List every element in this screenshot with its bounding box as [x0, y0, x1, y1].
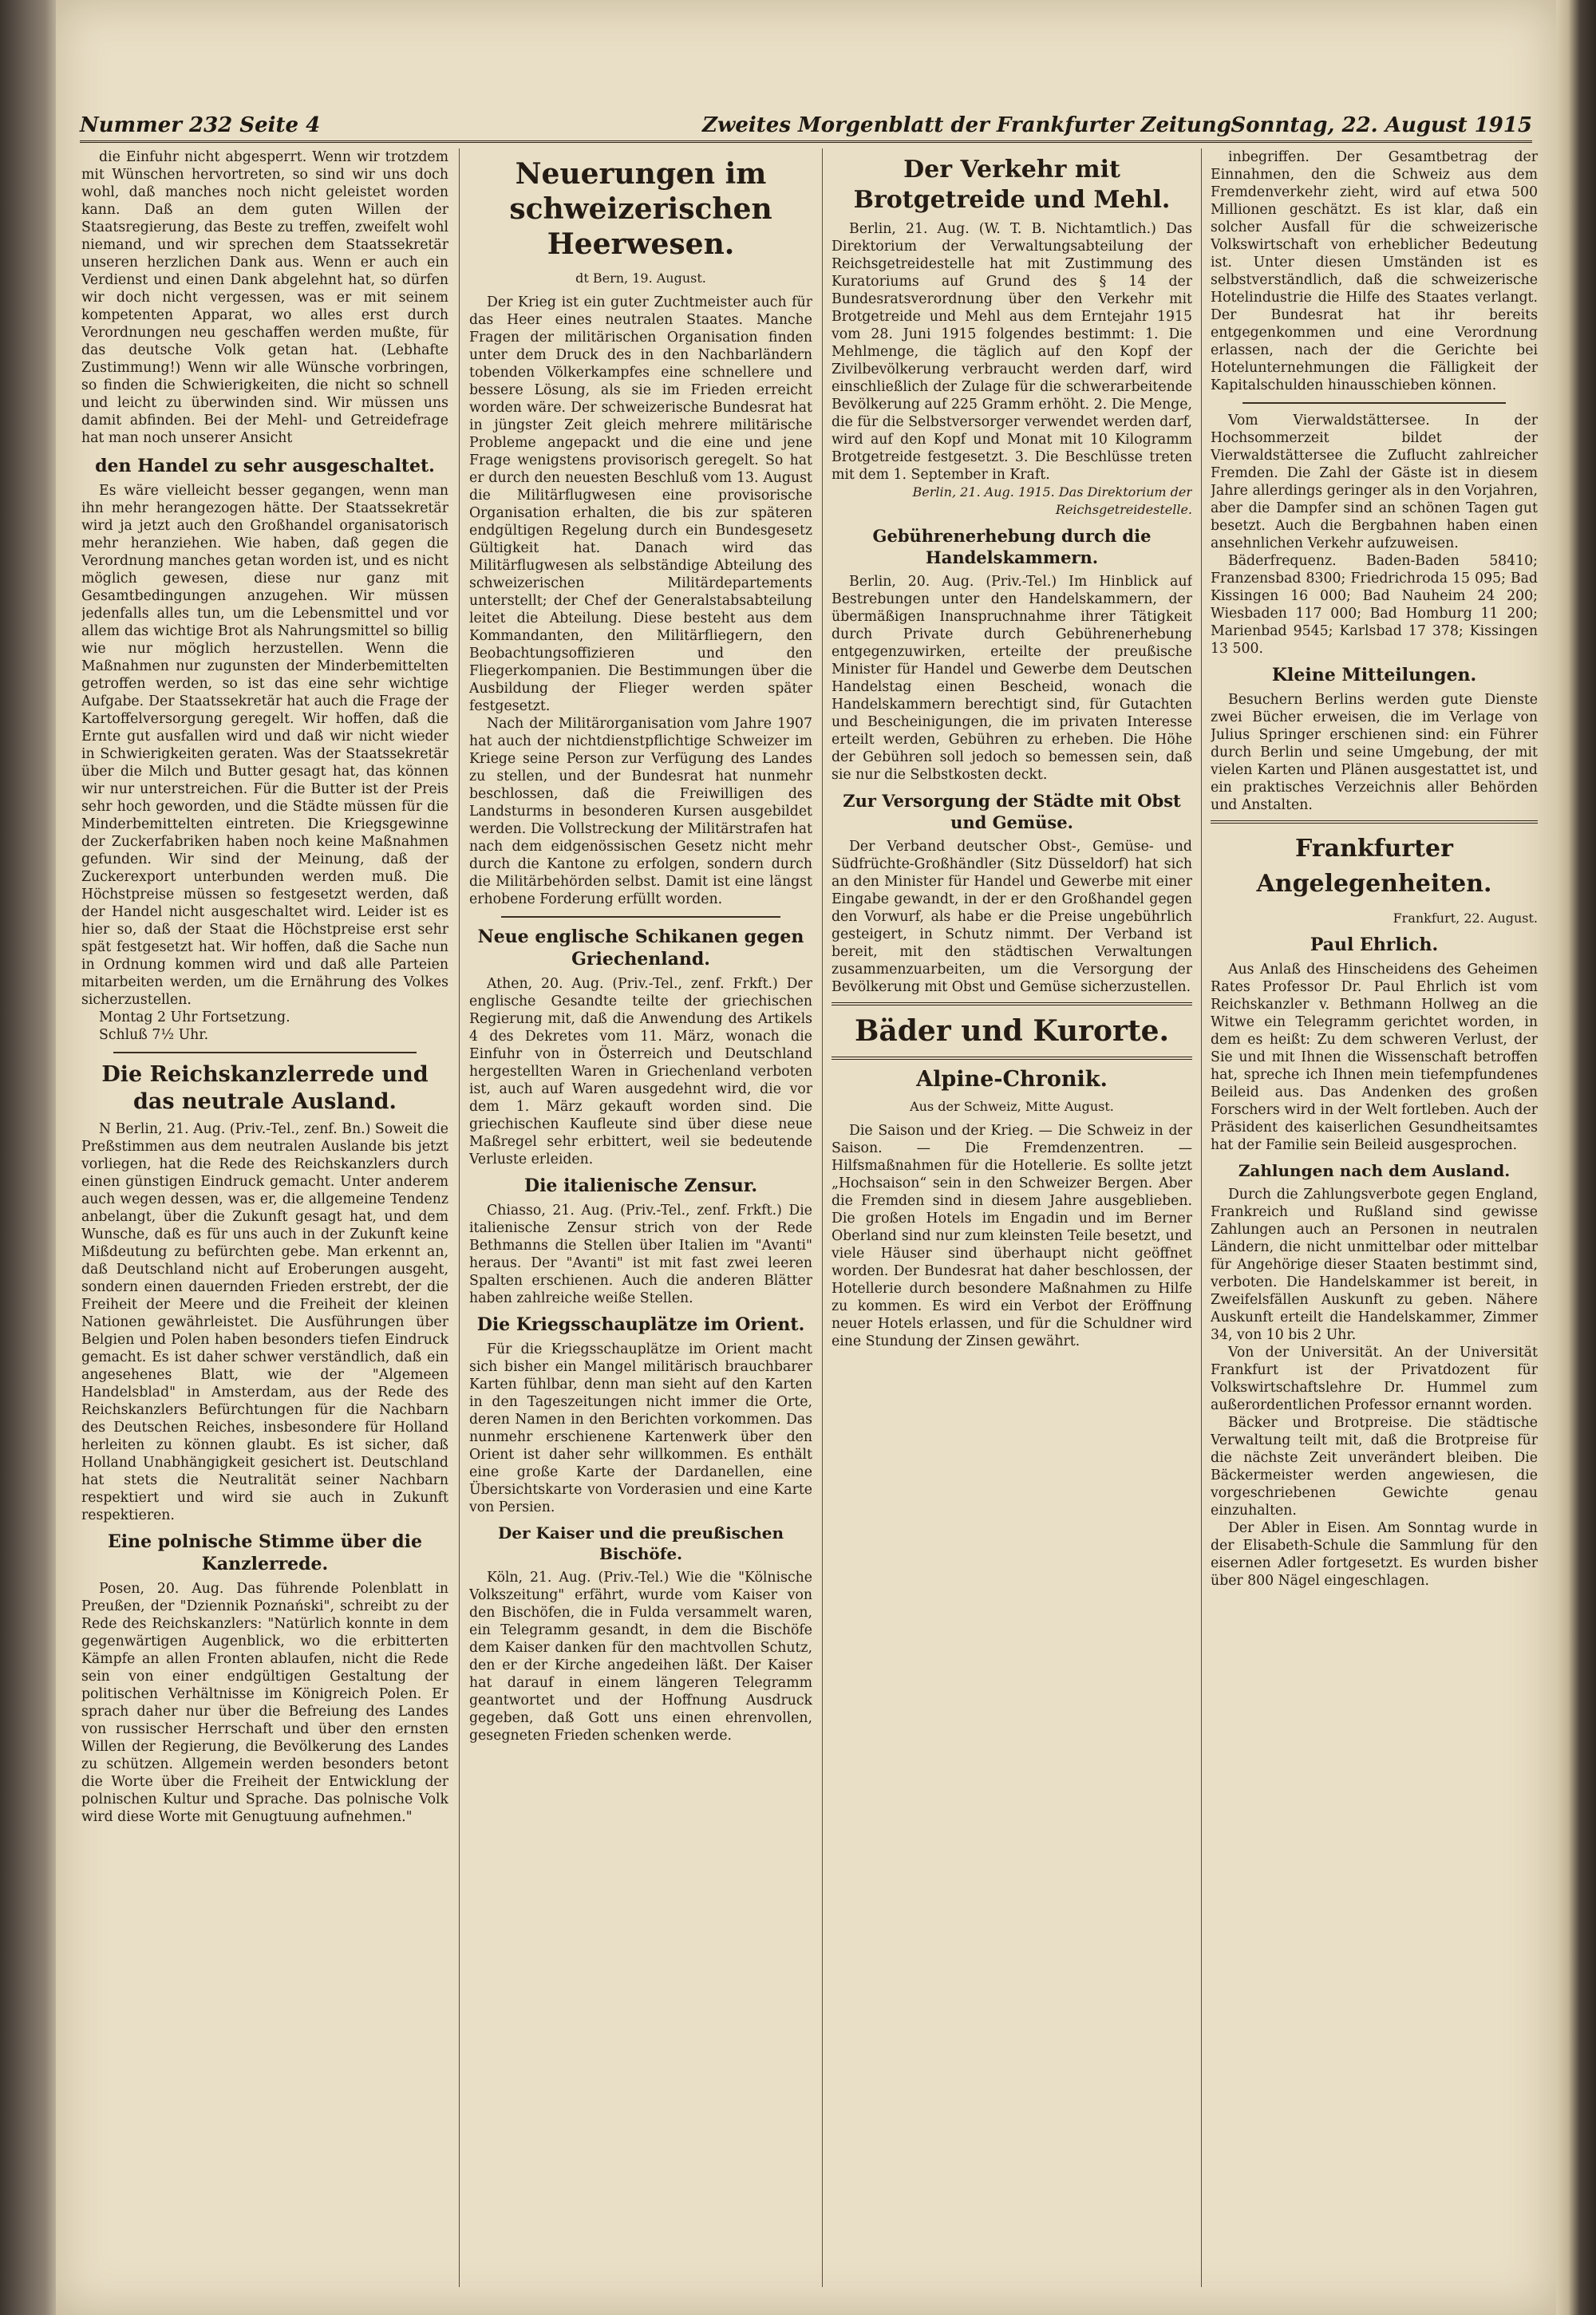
- article-title: Die Kriegsschauplätze im Orient.: [476, 1314, 805, 1335]
- section-title: den Handel zu sehr ausgeschaltet.: [95, 456, 435, 476]
- article-title: Alpine-Chronik.: [916, 1067, 1108, 1092]
- article-text: Der Verband deutscher Obst-, Gemüse- und Südfrüchte-Großhändler (Sitz Düsseldorf) hat sich an den Minister für Handel und Gewerbe mit einer Eingabe gewandt, in der er den Großhandel gegen den Vorwurf, als habe er die Preise ungebührlich gesteigert, in Schutz nimmt. Der Verband ist bereit, mit den städtischen Verwaltungen zusammenzuarbeiten, um die Versorgung der Bevölkerung mit Obst und Gemüse sicherzustellen.: [832, 839, 1192, 995]
- section-title: Frankfurter Angelegenheiten.: [1256, 835, 1492, 898]
- dateline: Aus der Schweiz, Mitte August.: [910, 1099, 1114, 1114]
- column-3: [832, 148, 1192, 2295]
- article-title: Zur Versorgung der Städte mit Obst und Gemüse.: [843, 791, 1181, 832]
- column-rule: [822, 148, 823, 2287]
- article-title: Eine polnische Stimme über die Kanzlerrede.: [108, 1531, 422, 1574]
- article-text: Chiasso, 21. Aug. (Priv.-Tel., zenf. Frkft.) Die italienische Zensur strich von der Rede Bethmanns die Stellen über Italien im "Avanti" heraus. Der "Avanti" ist mit fast zwei leeren Spalten erschienen. Auch die anderen Blätter haben zahlreiche weiße Stellen.: [469, 1203, 812, 1306]
- article-title: Der Verkehr mit Brotgetreide und Mehl.: [853, 156, 1171, 214]
- notice-text: Der Abler in Eisen. Am Sonntag wurde in der Elisabeth-Schule die Sammlung für den eisernen Adler fortgesetzt. Es wurden bisher über 800 Nägel eingeschlagen.: [1211, 1520, 1538, 1589]
- newspaper-masthead: Zweites Morgenblatt der Frankfurter Zeitung: [702, 113, 1231, 137]
- article-title: Der Kaiser und die preußischen Bischöfe.: [497, 1523, 784, 1563]
- article-title: Paul Ehrlich.: [1310, 934, 1439, 955]
- column-2: [469, 148, 812, 2295]
- article-text: Es wäre vielleicht besser gegangen, wenn man ihn mehr herangezogen hätte. Der Staatssekretär wird ja jetzt auch den Großhandel organisatorisch mehr heranziehen. Wie haben, daß gegen die Verordnung manches getan worden ist, und es nicht möglich gewesen, diese nur ganz mit Gesamtbedingungen anzugehen. Wir müssen jedenfalls alles tun, um die Lebensmittel und vor allem das wichtige Brot als Nahrungsmittel so billig wie nur möglich herzustellen. Wenn die Maßnahmen nur zugunsten der Minderbemittelten getroffen werden, so ist das eine sehr wichtige Aufgabe. Der Staatssekretär hat auch die Frage der Kartoffelversorgung geregelt. Wir hoffen, daß die Ernte gut ausfallen wird und daß wir nicht wieder in Schwierigkeiten geraten. Was der Staatssekretär über die Milch und Butter gesagt hat, das können wir nur unterstreichen. Für die Butter ist der Preis sehr hoch geworden, und die Städte müssen für die Minderbemittelten eintreten. Die Kriegsgewinne der Zuckerfabriken haben noch keine Maßnahmen gefunden. Wir sind der Meinung, daß der Zuckerexport unterbunden werden muß. Die Höchstpreise müssen so festgesetzt werden, daß der Handel nicht ausgeschaltet wird. Leider ist es hier so, daß der Staat die Höchstpreise erst sehr spät festgesetzt hat. Wir hoffen, daß die Sache nun in Ordnung kommen wird und daß alle Parteien mitarbeiten werden, um die Ernährung des Volkes sicherzustellen.: [81, 483, 448, 1008]
- article-title: Die Reichskanzlerrede und das neutrale Ausland.: [101, 1062, 429, 1114]
- notice-text: Vom Vierwaldstättersee. In der Hochsommerzeit bildet der Vierwaldstättersee die Zuflucht zahlreicher Fremden. Die Zahl der Gäste ist in diesem Jahre allerdings geringer als in den Vorjahren, aber die Dampfer sind an schönen Tagen gut besetzt. Auch die Bergbahnen haben einen ansehnlichen Verkehr aufzuweisen.: [1211, 413, 1538, 551]
- article-text: die Einfuhr nicht abgesperrt. Wenn wir trotzdem mit Wünschen hervortreten, so sind wir uns doch wohl, daß manches noch nicht geleistet worden kann. Daß an dem guten Willen der Staatsregierung, das Beste zu treffen, zweifelt wohl niemand, und wir sprechen dem Staatssekretär unseren herzlichen Dank aus. Wenn er auch ein Verdienst und einen Dank abgelehnt hat, so dürfen wir doch nicht vergessen, was er mit seinem kompetenten Apparat, wo alles erst durch Verordnungen neu geschaffen werden mußte, für das deutsche Volk getan hat. (Lebhafte Zustimmung!) Wenn wir alle Wünsche vorbringen, so finden die Schwierigkeiten, die nicht so schnell und leicht zu überwinden sind. Wir müssen uns damit abfinden. Bei der Mehl- und Getreidefrage hat man noch unserer Ansicht: [81, 149, 448, 446]
- notice-text: Bäcker und Brotpreise. Die städtische Verwaltung teilt mit, daß die Brotpreise für die nächste Zeit unverändert bleiben. Die Bäckermeister werden angewiesen, die vorgeschriebenen Gewichte genau einzuhalten.: [1211, 1415, 1538, 1519]
- separator: [832, 1002, 1192, 1005]
- article-title: Gebührenerhebung durch die Handelskammern.: [872, 526, 1152, 567]
- separator: [113, 1052, 417, 1053]
- dateline: Frankfurt, 22. August.: [1393, 911, 1538, 926]
- book-binding-shadow: [0, 0, 56, 2315]
- article-title: Neuerungen im schweizerischen Heerwesen.: [509, 157, 772, 261]
- close-note: Schluß 7½ Uhr.: [99, 1027, 209, 1043]
- article-text: Berlin, 21. Aug. (W. T. B. Nichtamtlich.) Das Direktorium der Verwaltungsabteilung der Reichsgetreidestelle hat mit Zustimmung des Kuratoriums auf Grund des § 14 der Bundesratsverordnung über den Verkehr mit Brotgetreide und Mehl aus dem Erntejahr 1915 vom 28. Juni 1915 folgendes bestimmt: 1. Die Mehlmenge, die täglich auf den Kopf der Zivilbevölkerung verbraucht werden darf, wird einschließlich der Zulage für die schwerarbeitende Bevölkerung auf 225 Gramm erhöht. 2. Die Menge, die für die Selbstversorger verwendet werden darf, wird auf den Kopf und Monat mit 10 Kilogramm Brotgetreide festgesetzt. 3. Die Beschlüsse treten mit dem 1. September in Kraft.: [832, 221, 1192, 483]
- article-text: Athen, 20. Aug. (Priv.-Tel., zenf. Frkft.) Der englische Gesandte teilte der griechischen Regierung mit, daß die Anwendung des Artikels 4 des Dekretes vom 11. März, wonach die Einfuhr von in Österreich und Deutschland hergestellten Waren in Griechenland verboten ist, auch auf Waren ausgedehnt wird, die vor dem 1. März gekauft worden sind. Die griechischen Kaufleute sind über diese neue Maßregel sehr erbittert, weil sie bedeutende Verluste erleiden.: [469, 976, 812, 1167]
- article-text: Der Krieg ist ein guter Zuchtmeister auch für das Heer eines neutralen Staates. Manche Fragen der militärischen Organisation finden unter dem Druck des in den Nachbarländern tobenden Völkerkampfes eine schnellere und bessere Lösung, als sie im Frieden erreicht worden wäre. Der schweizerische Bundesrat hat in jüngster Zeit gleich mehrere militärische Probleme angepackt und die eine und jene Frage wenigstens provisorisch geregelt. So hat er durch den neuesten Beschluß vom 13. August die Militärflugwesen eine provisorische Organisation erhalten, die bis zur späteren endgültigen Regelung durch ein Bundesgesetz Gültigkeit hat. Danach wird das Militärflugwesen als selbständige Abteilung des schweizerischen Militärdepartements unterstellt; der Chef der Generalstabsabteilung leitet die Abteilung. Diese besteht aus dem Kommandanten, den Militärfliegern, den Beobachtungsoffizieren und den Fliegerkompanien. Die Bestimmungen über die Ausbildung der Flieger werden später festgesetzt.: [469, 294, 812, 714]
- article-text: Posen, 20. Aug. Das führende Polenblatt in Preußen, der "Dziennik Poznański", schreibt zu der Rede des Reichskanzlers: "Natürlich konnte in dem gegenwärtigen Augenblick, wo die erbitterten Kämpfe an allen Fronten ablaufen, nicht die Rede sein von einer endgültigen Gestaltung der politischen Verhältnisse im Königreich Polen. Er sprach daher nur über die Befreiung des Landes von russischer Herrschaft und über den ernsten Willen der Regierung, die Bevölkerung des Landes zu schützen. Allgemein werden besonders betont die Worte über die Freiheit der Entwicklung der polnischen Kultur und Sprache. Das polnische Volk wird diese Worte mit Genugtuung aufnehmen.": [81, 1581, 448, 1825]
- adjourn-note: Montag 2 Uhr Fortsetzung.: [99, 1009, 290, 1025]
- article-text: Aus Anlaß des Hinscheidens des Geheimen Rates Professor Dr. Paul Ehrlich ist vom Reichskanzler v. Bethmann Hollweg an die Witwe ein Telegramm gerichtet worden, in dem es heißt: Zu dem schweren Verlust, der Sie und mit Ihnen die Wissenschaft betroffen hat, spreche ich Ihnen mein tiefempfundenes Beileid aus. Das Andenken des großen Forschers wird in der Welt fortleben. Auch der Präsident des kaiserlichen Gesundheitsamtes hat der Familie sein Beileid ausgesprochen.: [1211, 962, 1538, 1153]
- page-edge: [1556, 0, 1596, 2315]
- issue-date: Sonntag, 22. August 1915: [1231, 113, 1532, 137]
- dateline: dt Bern, 19. August.: [575, 271, 706, 286]
- article-text: Besuchern Berlins werden gute Dienste zwei Bücher erweisen, die im Verlage von Julius Springer erschienen sind: ein Führer durch Berlin und seine Umgebung, der mit vielen Karten und Plänen ausgestattet ist, und ein praktisches Verzeichnis aller Behörden und Anstalten.: [1211, 692, 1538, 813]
- notice-text: Bäderfrequenz. Baden-Baden 58410; Franzensbad 8300; Friedrichroda 15 095; Bad Kissingen 16 000; Bad Nauheim 24 200; Wiesbaden 117 000; Bad Homburg 11 200; Marienbad 9545; Karlsbad 17 378; Kissingen 13 500.: [1211, 553, 1538, 657]
- column-4: [1211, 148, 1538, 2295]
- article-signature: Berlin, 21. Aug. 1915. Das Direktorium der Reichsgetreidestelle.: [912, 484, 1192, 517]
- article-title: Neue englische Schikanen gegen Griechenland.: [477, 926, 804, 970]
- separator: [832, 1057, 1192, 1060]
- article-text: inbegriffen. Der Gesamtbetrag der Einnahmen, den die Schweiz aus dem Fremdenverkehr zieht, wird auf etwa 500 Millionen geschätzt. Es ist klar, daß ein solcher Ausfall für die schweizerische Volkswirtschaft von erheblicher Bedeutung ist. Unter diesen Umständen ist es selbstverständlich, daß die schweizerische Hotelindustrie die Hilfe des Staates verlangt. Der Bundesrat hat ihr bereits entgegenkommen und eine Verordnung erlassen, nach der die Gerichte bei Hotelunternehmungen die Fälligkeit der Kapitalschulden hinausschieben können.: [1211, 149, 1538, 393]
- article-text: Für die Kriegsschauplätze im Orient macht sich bisher ein Mangel militärisch brauchbarer Karten fühlbar, denn man sieht auf den Karten in den Tageszeitungen nicht immer die Orte, deren Namen in den Berichten vorkommen. Das nunmehr erschienene Kartenwerk über den Orient ist daher sehr willkommen. Es enthält eine große Karte der Dardanellen, eine Übersichtskarte von Vorderasien und eine Karte von Persien.: [469, 1341, 812, 1515]
- notice-text: Von der Universität. An der Universität Frankfurt ist der Privatdozent für Volkswirtschaftslehre Dr. Hummel zum außerordentlichen Professor ernannt worden.: [1211, 1345, 1538, 1413]
- separator: [1211, 820, 1538, 824]
- article-text: Nach der Militärorganisation vom Jahre 1907 hat auch der nichtdienstpflichtige Schweizer im Kriege seine Person zur Verfügung des Landes zu stellen, und der Bundesrat hat nunmehr beschlossen, daß die Freiwilligen des Landsturms in besonderen Kursen ausgebildet werden. Die Vollstreckung der Militärstrafen hat nach dem eidgenössischen Gesetz nicht mehr durch die Kantone zu erfolgen, sondern durch die Militärbehörden selbst. Damit ist eine längst erhobene Forderung erfüllt worden.: [469, 716, 812, 907]
- page-header: [80, 112, 1532, 143]
- separator: [1242, 402, 1506, 404]
- article-text: N Berlin, 21. Aug. (Priv.-Tel., zenf. Bn.) Soweit die Preßstimmen aus dem neutralen Auslande bis jetzt vorliegen, hat die Rede des Reichskanzlers durch einen günstigen Eindruck gemacht. Unter anderem auch wegen dessen, was er, die allgemeine Tendenz anbelangt, über die Zukunft gesagt hat, und dem Wunsche, daß es für uns auch in der Zukunft keine Mißdeutung zu befürchten gebe. Man erkennt an, daß Deutschland nicht auf Eroberungen ausgeht, sondern einen dauernden Frieden erstrebt, der die Freiheit der Meere und die Freiheit der kleinen Nationen gewährleistet. Die Ausführungen über Belgien und Polen haben besonders tiefen Eindruck gemacht. Es ist daher schwer verständlich, daß ein angesehenes Blatt, wie der "Algemeen Handelsblad" in Amsterdam, aus der Rede des Reichskanzlers Befürchtungen für die Nachbarn des Deutschen Reiches, insbesondere für Holland herleiten zu können glaubt. Es ist sicher, daß Holland Unabhängigkeit gesichert ist. Deutschland hat stets die Neutralität seiner Nachbarn respektiert und wird sie auch in Zukunft respektieren.: [81, 1121, 448, 1523]
- article-title: Die italienische Zensur.: [523, 1175, 758, 1196]
- separator: [501, 916, 780, 918]
- column-1: [81, 148, 448, 2295]
- column-rule: [1201, 148, 1202, 2287]
- article-title: Zahlungen nach dem Ausland.: [1238, 1161, 1511, 1180]
- article-text: Köln, 21. Aug. (Priv.-Tel.) Wie die "Kölnische Volkszeitung" erfährt, wurde vom Kaiser von den Bischöfen, die in Fulda versammelt waren, ein Telegramm gesandt, in dem die Bischöfe dem Kaiser danken für den machtvollen Schutz, den er der Kirche angedeihen läßt. Der Kaiser hat darauf in einem längeren Telegramm geantwortet und der Hoffnung Ausdruck gegeben, daß Gott uns einen ehrenvollen, gesegneten Frieden schenken werde.: [469, 1570, 812, 1744]
- article-text: Berlin, 20. Aug. (Priv.-Tel.) Im Hinblick auf Bestrebungen unter den Handelskammern, der übermäßigen Inanspruchnahme ihrer Tätigkeit durch Private durch Gebührenerhebung entgegenzuwirken, erteilte der preußische Minister für Handel und Gewerbe dem Deutschen Handelstag einen Bescheid, wonach die Handelskammern berechtigt sind, für Gutachten und Bescheinigungen, die im privaten Interesse erteilt werden, Gebühren zu erheben. Die Höhe der Gebühren soll jedoch so bemessen sein, daß sie nur die Selbstkosten deckt.: [832, 574, 1192, 783]
- article-text: Durch die Zahlungsverbote gegen England, Frankreich und Rußland sind gewisse Zahlungen auch an Personen in neutralen Ländern, die nicht unmittelbar oder mittelbar für Angehörige dieser Staaten bestimmt sind, verboten. Die Handelskammer ist bereit, in Zweifelsfällen Auskunft zu geben. Nähere Auskunft erteilt die Handelskammer, Zimmer 34, von 10 bis 2 Uhr.: [1211, 1187, 1538, 1343]
- article-text: Die Saison und der Krieg. — Die Schweiz in der Saison. — Die Fremdenzentren. — Hilfsmaßnahmen für die Hotellerie. Es sollte jetzt „Hochsaison“ sein in den Schweizer Bergen. Aber die Fremden sind in diesem Jahre ausgeblieben. Die großen Hotels im Engadin und im Berner Oberland sind nur zum kleinsten Teile besetzt, und viele Häuser sind überhaupt nicht geöffnet worden. Der Bundesrat hat daher beschlossen, der Hotellerie durch besondere Maßnahmen zu Hilfe zu kommen. Es wird ein Verbot der Eröffnung neuer Hotels erlassen, und für die Schuldner wird eine Stundung der Zinsen gewährt.: [832, 1123, 1192, 1349]
- section-title: Bäder und Kurorte.: [854, 1014, 1170, 1048]
- section-title: Kleine Mitteilungen.: [1271, 665, 1477, 685]
- issue-number: Nummer 232 Seite 4: [80, 113, 321, 137]
- column-rule: [459, 148, 460, 2287]
